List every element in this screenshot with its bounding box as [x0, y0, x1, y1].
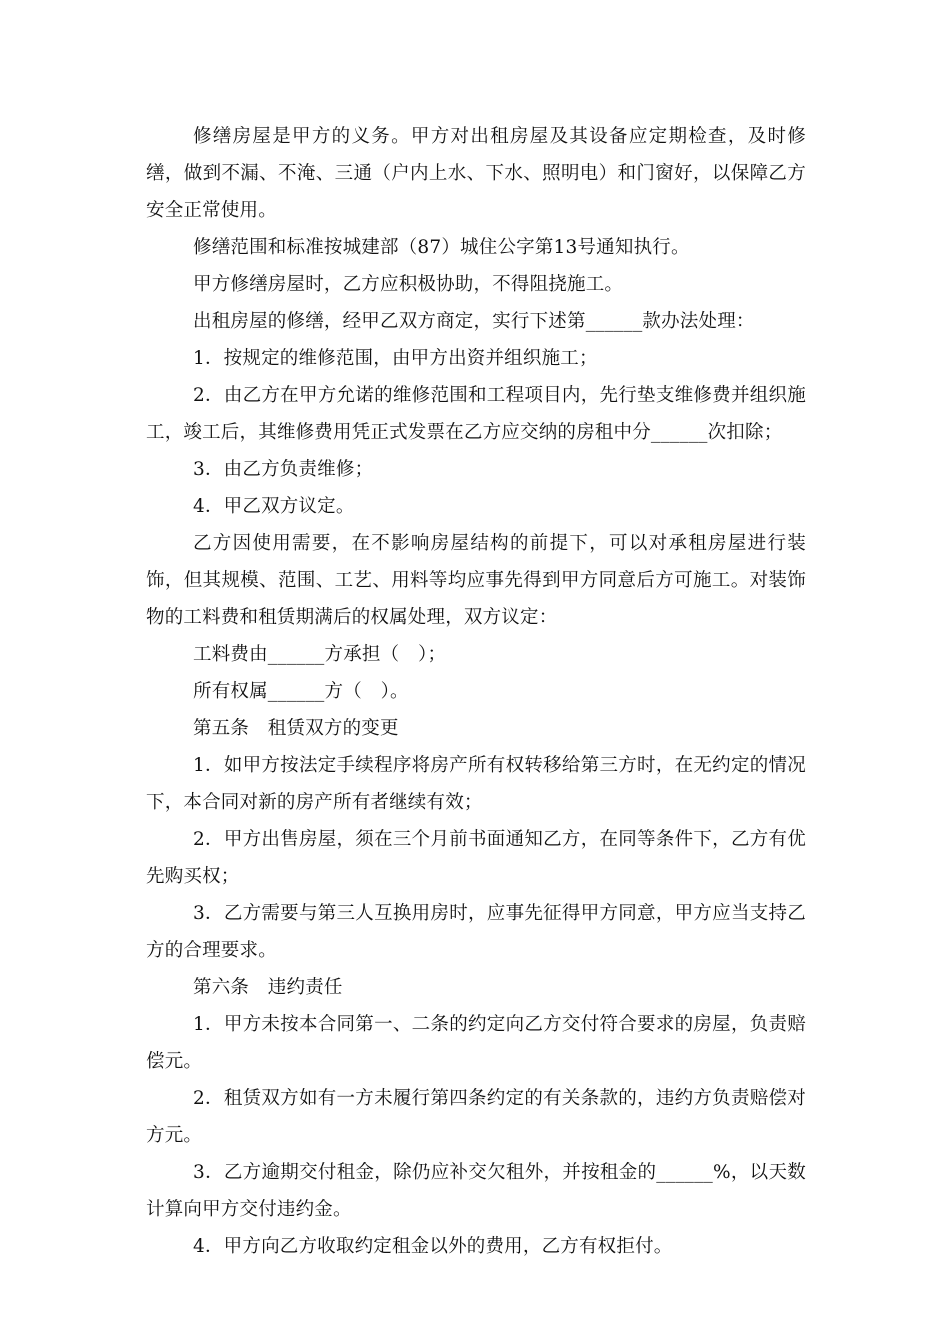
paragraph-breach-1: 1．甲方未按本合同第一、二条的约定向乙方交付符合要求的房屋，负责赔偿元。: [146, 1014, 806, 1073]
section-heading-article-5: 第五条 租赁双方的变更: [193, 718, 399, 739]
paragraph-repair-option-1: 1．按规定的维修范围，由甲方出资并组织施工；: [193, 348, 598, 369]
paragraph-repair-cooperation: 甲方修缮房屋时，乙方应积极协助，不得阻挠施工。: [193, 274, 624, 295]
paragraph-change-2: 2．甲方出售房屋，须在三个月前书面通知乙方，在同等条件下，乙方有优先购买权；: [146, 829, 806, 888]
paragraph-material-cost: 工料费由______方承担（ ）；: [193, 644, 447, 665]
paragraph-breach-3: 3．乙方逾期交付租金，除仍应补交欠租外，并按租金的______%，以天数计算向甲方交付违约金。: [146, 1162, 806, 1221]
paragraph-breach-4: 4．甲方向乙方收取约定租金以外的费用，乙方有权拒付。: [193, 1236, 673, 1257]
paragraph-change-1: 1．如甲方按法定手续程序将房产所有权转移给第三方时，在无约定的情况下，本合同对新的房产所有者继续有效；: [146, 755, 806, 814]
paragraph-ownership: 所有权属______方（ ）。: [193, 681, 409, 702]
paragraph-change-3: 3．乙方需要与第三人互换用房时，应事先征得甲方同意，甲方应当支持乙方的合理要求。: [146, 903, 806, 962]
paragraph-repair-duty: 修缮房屋是甲方的义务。甲方对出租房屋及其设备应定期检查，及时修缮，做到不漏、不淹、三通（户内上水、下水、照明电）和门窗好，以保障乙方安全正常使用。: [146, 126, 806, 222]
paragraph-repair-option-3: 3．由乙方负责维修；: [193, 459, 374, 480]
paragraph-repair-method: 出租房屋的修缮，经甲乙双方商定，实行下述第______款办法处理：: [193, 311, 755, 332]
paragraph-decoration: 乙方因使用需要，在不影响房屋结构的前提下，可以对承租房屋进行装饰，但其规模、范围、工艺、用料等均应事先得到甲方同意后方可施工。对装饰物的工料费和租赁期满后的权属处理，双方议定：: [146, 533, 806, 629]
paragraph-repair-option-4: 4．甲乙双方议定。: [193, 496, 355, 517]
paragraph-breach-2: 2．租赁双方如有一方未履行第四条约定的有关条款的，违约方负责赔偿对方元。: [146, 1088, 806, 1147]
paragraph-repair-scope: 修缮范围和标准按城建部（87）城住公字第13号通知执行。: [193, 237, 690, 258]
section-heading-article-6: 第六条 违约责任: [193, 977, 343, 998]
paragraph-repair-option-2: 2．由乙方在甲方允诺的维修范围和工程项目内，先行垫支维修费并组织施工，竣工后，其维修费用凭正式发票在乙方应交纳的房租中分______次扣除；: [146, 385, 806, 444]
